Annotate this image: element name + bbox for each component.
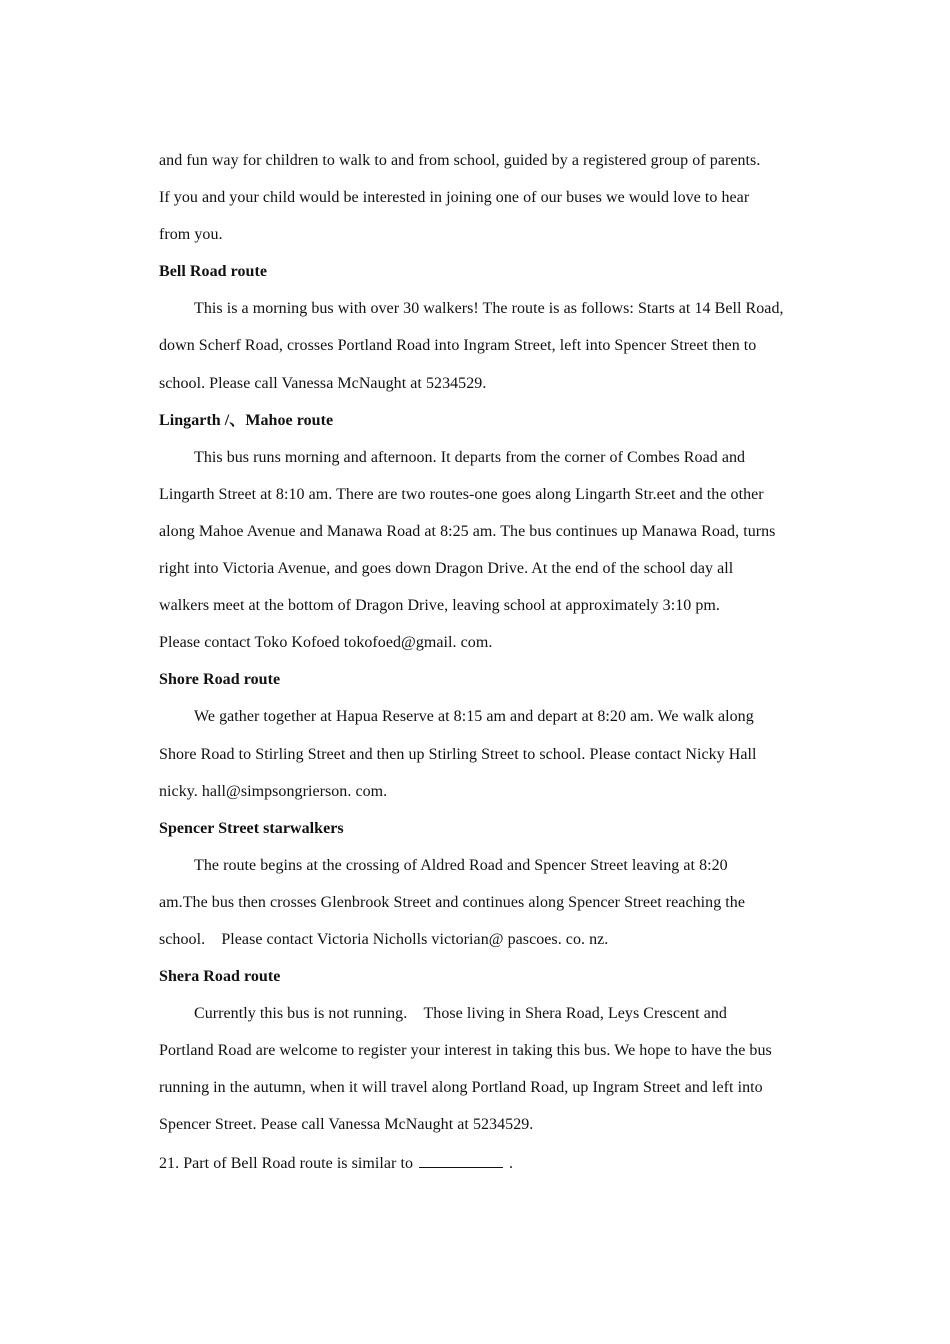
question-text: 21. Part of Bell Road route is similar to [159,1154,414,1172]
paragraph-line: This is a morning bus with over 30 walkers! The route is as follows: Starts at 14 Bell Road, [194,300,784,318]
intro-line: If you and your child would be interested in joining one of our buses we would love to hear [159,189,750,207]
question-end: . [509,1154,514,1172]
paragraph-line: nicky. hall@simpsongrierson. com. [159,782,388,800]
document-page [159,146,839,1185]
paragraph-line: am.The bus then crosses Glenbrook Street and continues along Spencer Street reaching the [159,893,746,911]
paragraph-line: This bus runs morning and afternoon. It departs from the corner of Combes Road and [194,448,746,466]
paragraph-line: along Mahoe Avenue and Manawa Road at 8:25 am. The bus continues up Manawa Road, turns [159,522,776,540]
paragraph-line: right into Victoria Avenue, and goes down Dragon Drive. At the end of the school day all [159,560,734,578]
paragraph-line: We gather together at Hapua Reserve at 8:15 am and depart at 8:20 am. We walk along [194,708,754,726]
paragraph-line: Spencer Street. Pease call Vanessa McNaught at 5234529. [159,1116,534,1134]
paragraph-line: down Scherf Road, crosses Portland Road into Ingram Street, left into Spencer Street then to [159,337,757,355]
intro-line: from you. [159,226,223,244]
answer-blank[interactable] [419,1148,503,1168]
paragraph-line: Shore Road to Stirling Street and then up Stirling Street to school. Please contact Nicky Hall [159,745,757,763]
section-heading-lingarth-mahoe: Lingarth /、Mahoe route [159,411,334,429]
intro-line: and fun way for children to walk to and from school, guided by a registered group of parents. [159,152,761,169]
question-21 [159,1148,839,1185]
paragraph-line: The route begins at the crossing of Aldred Road and Spencer Street leaving at 8:20 [194,856,728,874]
paragraph-line: Please contact Toko Kofoed tokofoed@gmail. com. [159,634,493,652]
paragraph-line: running in the autumn, when it will travel along Portland Road, up Ingram Street and left into [159,1079,763,1097]
paragraph-line: walkers meet at the bottom of Dragon Drive, leaving school at approximately 3:10 pm. [159,597,720,615]
section-heading-spencer-street: Spencer Street starwalkers [159,819,344,837]
section-heading-bell-road: Bell Road route [159,263,268,281]
paragraph-line: Portland Road are welcome to register your interest in taking this bus. We hope to have the bus [159,1042,772,1060]
section-heading-shore-road: Shore Road route [159,671,281,689]
paragraph-line: Currently this bus is not running. Those living in Shera Road, Leys Crescent and [194,1005,727,1023]
paragraph-line: school. Please call Vanessa McNaught at 5234529. [159,374,487,392]
section-heading-shera-road: Shera Road route [159,968,281,986]
paragraph-line: Lingarth Street at 8:10 am. There are two routes-one goes along Lingarth Str.eet and the other [159,485,764,503]
paragraph-line: school. Please contact Victoria Nicholls victorian@ pascoes. co. nz. [159,930,609,948]
